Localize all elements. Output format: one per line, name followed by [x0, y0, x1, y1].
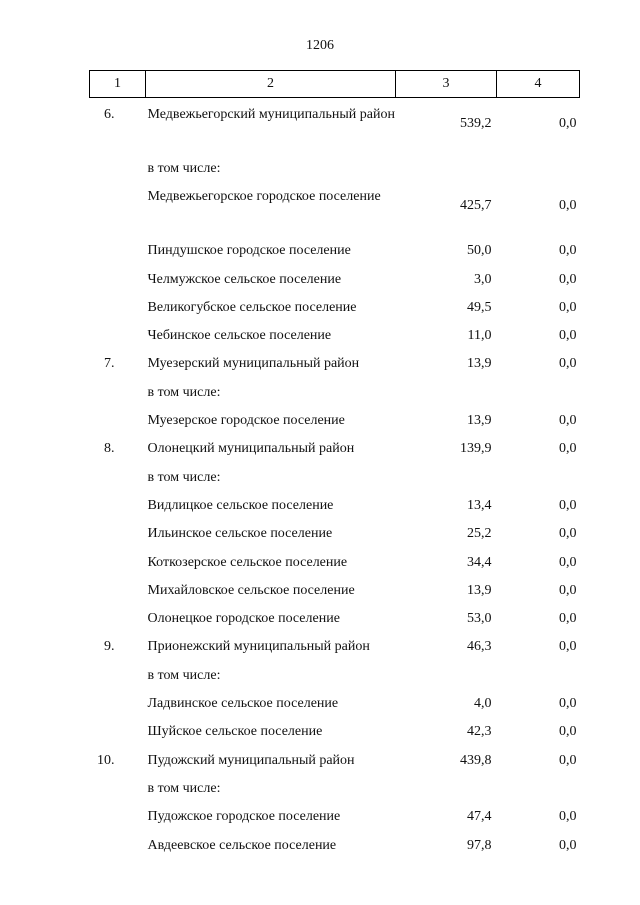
table-row: [90, 638, 580, 666]
table-row: [90, 440, 580, 468]
row-number: [90, 242, 146, 270]
row-name: Муезерский муниципальный район: [147, 356, 360, 372]
header-col-2: 2: [146, 71, 396, 98]
table-row: [90, 610, 580, 638]
header-col-1: 1: [90, 71, 146, 98]
row-name: Муезерское городское поселение: [147, 413, 345, 429]
table-row: [90, 667, 580, 695]
row-name: Шуйское сельское поселение: [147, 724, 323, 740]
row-value-col3: 13,4: [467, 497, 492, 513]
row-name: Челмужское сельское поселение: [147, 271, 342, 287]
row-value-col4: 0,0: [559, 328, 577, 344]
row-name: в том числе:: [147, 469, 221, 485]
row-value-col3: 3,0: [474, 271, 492, 287]
table-row: [90, 188, 580, 242]
row-name: Пудожское городское поселение: [147, 809, 341, 825]
row-number: 6.: [104, 107, 115, 122]
row-number: [90, 160, 146, 188]
row-value-col4: 0,0: [559, 356, 577, 372]
row-value-col4: 0,0: [559, 299, 577, 315]
row-number: [90, 780, 146, 808]
table-row: [90, 469, 580, 497]
table-row: [90, 752, 580, 780]
row-name: Прионежский муниципальный район: [147, 639, 370, 655]
row-value-col3: 139,9: [460, 441, 492, 457]
row-number: [90, 837, 146, 865]
table-row: [90, 160, 580, 188]
row-value-col4: 0,0: [559, 696, 577, 712]
row-value-col3: 97,8: [467, 837, 492, 853]
table-header: [90, 71, 580, 98]
row-value-col4: 0,0: [559, 611, 577, 627]
row-name: в том числе:: [147, 667, 221, 683]
table-row: [90, 582, 580, 610]
table-body: [90, 98, 580, 865]
row-value-col3: 539,2: [460, 116, 492, 131]
row-value-col3: 49,5: [467, 299, 492, 315]
row-value-col4: 0,0: [559, 554, 577, 570]
row-value-col3: [396, 384, 497, 412]
table-row: [90, 355, 580, 383]
row-value-col3: 13,9: [467, 582, 492, 598]
row-value-col3: 4,0: [474, 696, 492, 712]
row-value-col3: 13,9: [467, 356, 492, 372]
row-number: [90, 610, 146, 638]
table-row: [90, 554, 580, 582]
table-row: [90, 384, 580, 412]
row-number: [90, 384, 146, 412]
row-value-col4: 0,0: [559, 441, 577, 457]
row-value-col4: 0,0: [559, 497, 577, 513]
row-name: Пиндушское городское поселение: [147, 243, 351, 259]
row-name: Авдеевское сельское поселение: [147, 837, 337, 853]
table-row: [90, 242, 580, 270]
header-col-3: 3: [396, 71, 497, 98]
page-number: 1206: [306, 38, 334, 53]
table-row: [90, 525, 580, 553]
row-value-col4: 0,0: [559, 582, 577, 598]
table-row: [90, 808, 580, 836]
row-name: Коткозерское сельское поселение: [147, 554, 348, 570]
row-name: Медвежьегорский муниципальный район: [147, 107, 395, 122]
row-value-col4: 0,0: [559, 837, 577, 853]
budget-table: [89, 70, 580, 865]
table-row: [90, 695, 580, 723]
row-value-col4: [497, 469, 580, 497]
row-number: [90, 497, 146, 525]
row-number: [90, 695, 146, 723]
row-value-col4: 0,0: [559, 271, 577, 287]
row-name: Ильинское сельское поселение: [147, 526, 333, 542]
row-value-col3: [396, 469, 497, 497]
table-row: [90, 412, 580, 440]
row-name: Медвежьегорское городское поселение: [147, 189, 381, 205]
row-name: Олонецкое городское поселение: [147, 611, 340, 627]
table-row: [90, 327, 580, 355]
row-number: [90, 525, 146, 553]
header-col-4: 4: [497, 71, 580, 98]
row-number: [90, 188, 146, 242]
row-value-col4: 0,0: [559, 639, 577, 655]
row-value-col3: 25,2: [467, 526, 492, 542]
row-number: [90, 327, 146, 355]
table-row: [90, 723, 580, 751]
row-number: [90, 582, 146, 610]
header-row: [90, 71, 580, 98]
row-value-col3: [396, 780, 497, 808]
row-name: в том числе:: [147, 384, 221, 400]
row-value-col4: [497, 780, 580, 808]
row-value-col4: [497, 384, 580, 412]
row-number: 10.: [97, 752, 115, 768]
row-value-col4: 0,0: [559, 526, 577, 542]
row-name: Чебинское сельское поселение: [147, 328, 332, 344]
row-value-col3: 46,3: [467, 639, 492, 655]
row-name: в том числе:: [147, 161, 221, 176]
table-row: [90, 98, 580, 161]
row-name: Видлицкое сельское поселение: [147, 497, 334, 513]
row-value-col4: 0,0: [559, 413, 577, 429]
row-name: в том числе:: [147, 780, 221, 796]
row-value-col3: 11,0: [467, 328, 492, 344]
row-value-col4: 0,0: [559, 809, 577, 825]
row-number: [90, 469, 146, 497]
row-value-col3: 34,4: [467, 554, 492, 570]
table-row: [90, 271, 580, 299]
row-number: [90, 412, 146, 440]
row-number: [90, 723, 146, 751]
row-value-col4: 0,0: [559, 752, 577, 768]
row-value-col3: [396, 160, 497, 188]
row-number: 8.: [104, 441, 115, 457]
row-value-col4: [497, 667, 580, 695]
table-row: [90, 497, 580, 525]
row-number: 7.: [104, 356, 115, 372]
row-value-col3: 439,8: [460, 752, 492, 768]
row-name: Великогубское сельское поселение: [147, 299, 357, 315]
row-value-col3: 13,9: [467, 413, 492, 429]
row-value-col4: 0,0: [559, 243, 577, 259]
row-value-col3: 42,3: [467, 724, 492, 740]
row-value-col3: 47,4: [467, 809, 492, 825]
row-number: [90, 667, 146, 695]
row-value-col3: 425,7: [460, 198, 492, 214]
row-number: [90, 271, 146, 299]
row-value-col4: 0,0: [559, 198, 577, 214]
row-name: Михайловское сельское поселение: [147, 582, 355, 598]
row-name: Пудожский муниципальный район: [147, 752, 355, 768]
row-value-col3: 53,0: [467, 611, 492, 627]
row-number: [90, 299, 146, 327]
row-number: [90, 554, 146, 582]
row-name: Олонецкий муниципальный район: [147, 441, 355, 457]
row-number: 9.: [104, 639, 115, 655]
table-row: [90, 780, 580, 808]
row-value-col4: 0,0: [559, 724, 577, 740]
table-row: [90, 837, 580, 865]
row-value-col4: 0,0: [559, 116, 577, 131]
row-name: Ладвинское сельское поселение: [147, 696, 339, 712]
row-value-col4: [497, 160, 580, 188]
row-value-col3: [396, 667, 497, 695]
table-row: [90, 299, 580, 327]
row-value-col3: 50,0: [467, 243, 492, 259]
row-number: [90, 808, 146, 836]
